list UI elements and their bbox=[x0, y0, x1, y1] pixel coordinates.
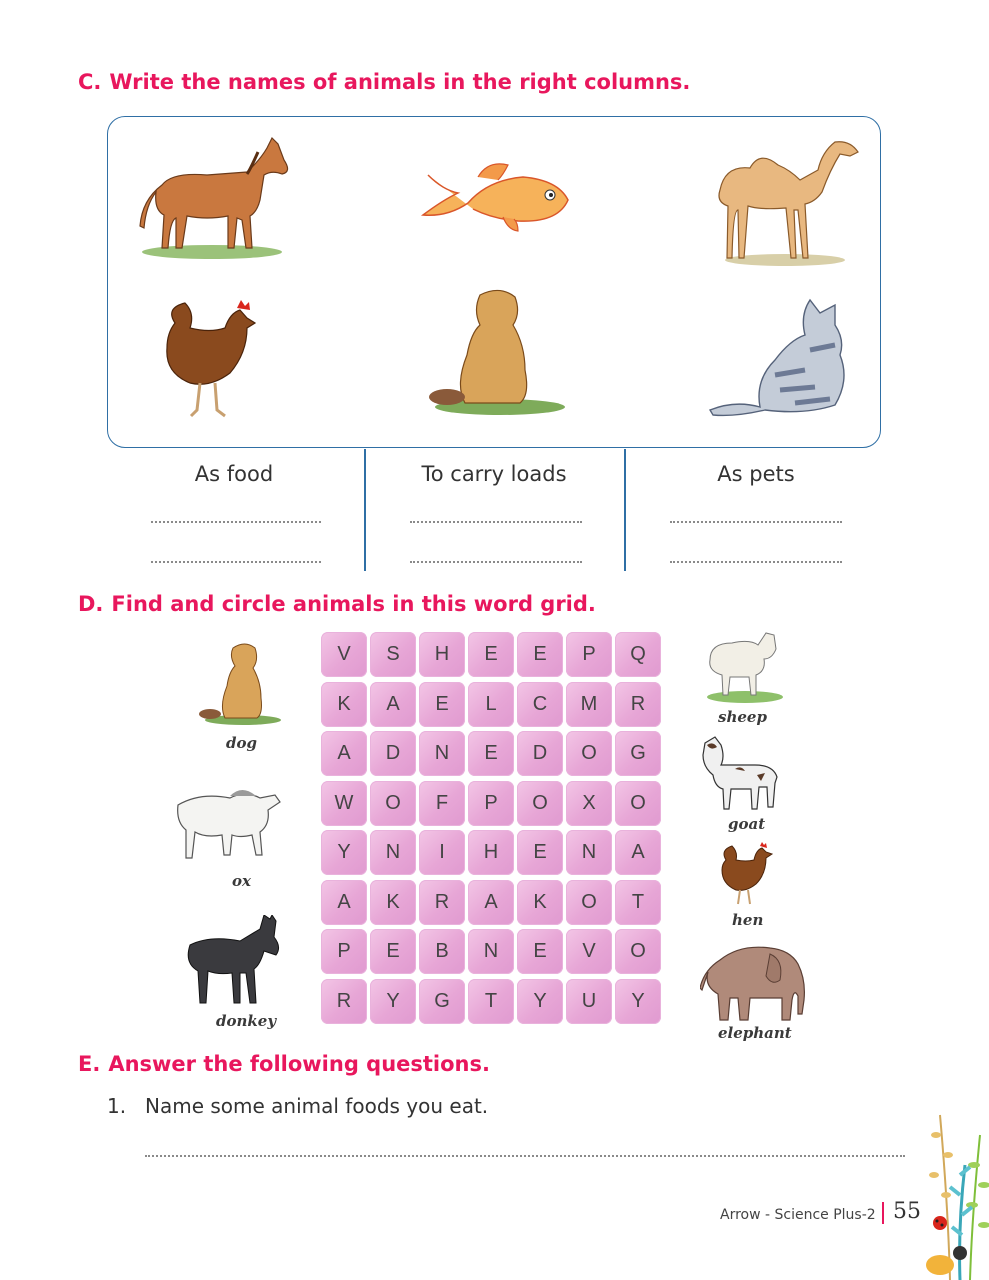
caption-ox: ox bbox=[232, 872, 251, 890]
grid-cell[interactable]: K bbox=[517, 880, 563, 925]
hen-image bbox=[155, 298, 265, 428]
dog-icon bbox=[195, 640, 285, 730]
ox-icon bbox=[170, 780, 285, 865]
goldfish-image bbox=[418, 155, 578, 235]
section-letter: C. bbox=[78, 70, 102, 94]
grid-cell[interactable]: O bbox=[370, 781, 416, 826]
dog-image bbox=[425, 285, 575, 420]
grid-cell[interactable]: O bbox=[566, 880, 612, 925]
horse-image bbox=[132, 130, 297, 265]
grid-cell[interactable]: R bbox=[615, 682, 661, 727]
grid-cell[interactable]: E bbox=[468, 632, 514, 677]
grid-cell[interactable]: A bbox=[321, 731, 367, 776]
answer-line[interactable] bbox=[151, 561, 321, 563]
grid-cell[interactable]: V bbox=[566, 929, 612, 974]
column-heading-pets: As pets bbox=[717, 462, 795, 486]
answer-line[interactable] bbox=[410, 561, 582, 563]
grid-cell[interactable]: T bbox=[615, 880, 661, 925]
grid-cell[interactable]: Y bbox=[321, 830, 367, 875]
grid-cell[interactable]: O bbox=[566, 731, 612, 776]
grid-cell[interactable]: H bbox=[468, 830, 514, 875]
column-heading-loads: To carry loads bbox=[421, 462, 567, 486]
grid-cell[interactable]: K bbox=[370, 880, 416, 925]
grid-cell[interactable]: C bbox=[517, 682, 563, 727]
section-letter: E. bbox=[78, 1052, 101, 1076]
grid-cell[interactable]: P bbox=[468, 781, 514, 826]
grid-cell[interactable]: Y bbox=[615, 979, 661, 1024]
grid-cell[interactable]: E bbox=[468, 731, 514, 776]
grid-cell[interactable]: E bbox=[419, 682, 465, 727]
caption-goat: goat bbox=[728, 815, 766, 833]
grid-cell[interactable]: I bbox=[419, 830, 465, 875]
grid-cell[interactable]: W bbox=[321, 781, 367, 826]
answer-line[interactable] bbox=[410, 521, 582, 523]
grid-cell[interactable]: F bbox=[419, 781, 465, 826]
grid-cell[interactable]: E bbox=[517, 830, 563, 875]
grid-cell[interactable]: V bbox=[321, 632, 367, 677]
answer-line[interactable] bbox=[145, 1155, 905, 1157]
page-number: 55 bbox=[893, 1199, 921, 1224]
grid-cell[interactable]: D bbox=[517, 731, 563, 776]
grid-cell[interactable]: N bbox=[419, 731, 465, 776]
grid-cell[interactable]: R bbox=[419, 880, 465, 925]
grid-cell[interactable]: O bbox=[615, 781, 661, 826]
grid-cell[interactable]: L bbox=[468, 682, 514, 727]
grid-cell[interactable]: R bbox=[321, 979, 367, 1024]
cat-image bbox=[705, 295, 865, 420]
goat-icon bbox=[695, 735, 785, 815]
section-d-heading bbox=[78, 592, 596, 616]
grid-cell[interactable]: A bbox=[615, 830, 661, 875]
grid-cell[interactable]: Q bbox=[615, 632, 661, 677]
caption-donkey: donkey bbox=[216, 1012, 277, 1030]
question-number: 1. bbox=[107, 1094, 127, 1118]
grid-cell[interactable]: M bbox=[566, 682, 612, 727]
section-title: Write the names of animals in the right columns. bbox=[109, 70, 691, 94]
grid-cell[interactable]: Y bbox=[517, 979, 563, 1024]
grid-cell[interactable]: E bbox=[370, 929, 416, 974]
section-e-heading bbox=[78, 1052, 490, 1076]
grid-cell[interactable]: S bbox=[370, 632, 416, 677]
grid-cell[interactable]: N bbox=[370, 830, 416, 875]
grid-cell[interactable]: A bbox=[370, 682, 416, 727]
grid-cell[interactable]: P bbox=[566, 632, 612, 677]
section-title: Answer the following questions. bbox=[108, 1052, 490, 1076]
caption-elephant: elephant bbox=[718, 1024, 792, 1042]
book-title: Arrow - Science Plus-2 bbox=[720, 1207, 876, 1223]
grid-cell[interactable]: Y bbox=[370, 979, 416, 1024]
grid-cell[interactable]: D bbox=[370, 731, 416, 776]
sheep-icon bbox=[700, 625, 785, 705]
grid-cell[interactable]: B bbox=[419, 929, 465, 974]
answer-line[interactable] bbox=[670, 521, 842, 523]
elephant-icon bbox=[700, 940, 815, 1025]
grid-cell[interactable]: E bbox=[517, 632, 563, 677]
grid-cell[interactable]: A bbox=[321, 880, 367, 925]
footer-divider bbox=[882, 1202, 884, 1224]
grid-cell[interactable]: O bbox=[517, 781, 563, 826]
camel-image bbox=[700, 130, 865, 270]
grid-cell[interactable]: N bbox=[566, 830, 612, 875]
grid-cell[interactable]: K bbox=[321, 682, 367, 727]
grid-cell[interactable]: H bbox=[419, 632, 465, 677]
grid-cell[interactable]: O bbox=[615, 929, 661, 974]
grid-cell[interactable]: A bbox=[468, 880, 514, 925]
donkey-icon bbox=[180, 915, 285, 1010]
section-c-heading bbox=[78, 70, 690, 94]
column-heading-food: As food bbox=[194, 462, 274, 486]
plant-decoration-icon bbox=[910, 1105, 989, 1280]
caption-sheep: sheep bbox=[718, 708, 767, 726]
grid-cell[interactable]: P bbox=[321, 929, 367, 974]
section-title: Find and circle animals in this word grid. bbox=[111, 592, 596, 616]
hen-icon bbox=[716, 842, 776, 912]
grid-cell[interactable]: N bbox=[468, 929, 514, 974]
caption-dog: dog bbox=[226, 734, 257, 752]
caption-hen: hen bbox=[732, 911, 764, 929]
grid-cell[interactable]: E bbox=[517, 929, 563, 974]
grid-cell[interactable]: X bbox=[566, 781, 612, 826]
grid-cell[interactable]: U bbox=[566, 979, 612, 1024]
section-letter: D. bbox=[78, 592, 104, 616]
answer-line[interactable] bbox=[151, 521, 321, 523]
answer-line[interactable] bbox=[670, 561, 842, 563]
grid-cell[interactable]: G bbox=[419, 979, 465, 1024]
question-text: Name some animal foods you eat. bbox=[145, 1094, 489, 1118]
grid-cell[interactable]: G bbox=[615, 731, 661, 776]
grid-cell[interactable]: T bbox=[468, 979, 514, 1024]
